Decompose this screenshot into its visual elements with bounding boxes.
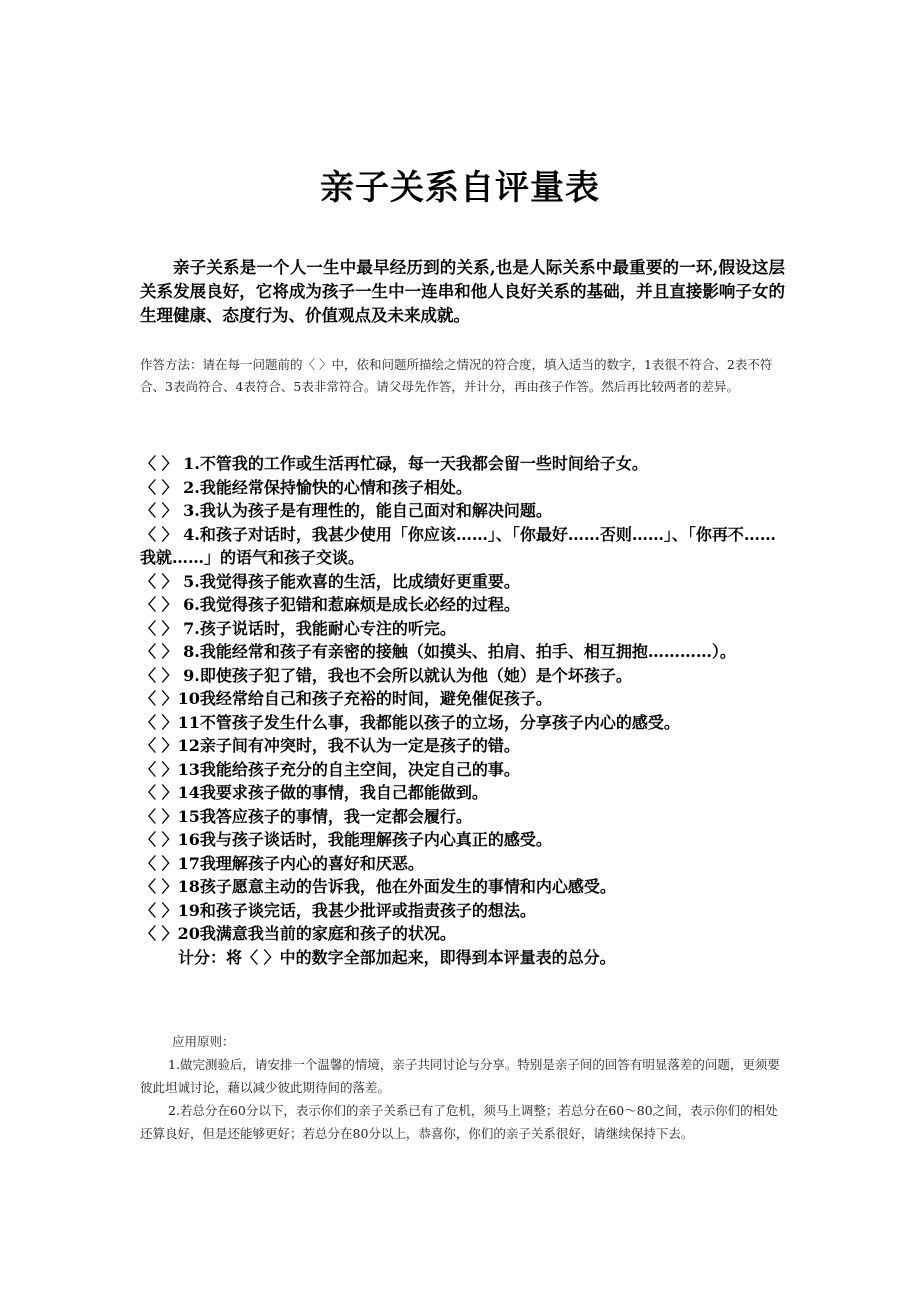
question-item-4 — [140, 523, 785, 570]
question-text: 11不管孩子发生什么事，我都能以孩子的立场，分享孩子内心的感受。 — [177, 712, 680, 732]
question-item-15 — [140, 805, 785, 829]
principles-section — [140, 1030, 785, 1145]
question-item-17 — [140, 852, 785, 876]
question-text: 3.我认为孩子是有理性的，能自己面对和解决问题。 — [177, 501, 552, 520]
question-item-7 — [140, 617, 785, 641]
principles-paragraph-2: 2.若总分在60分以下，表示你们的亲子关系已有了危机，须马上调整；若总分在60～80之间，表示你们的相处还算良好，但是还能够更好；若总分在80分以上，恭喜你，你们的亲子关系很好，请继续保持下去。 — [140, 1103, 778, 1141]
question-item-10 — [140, 687, 785, 711]
answer-bracket[interactable]: 〈 〉 — [140, 736, 178, 755]
question-text: 19和孩子谈完话，我甚少批评或指责孩子的想法。 — [177, 900, 536, 920]
question-text: 9.即使孩子犯了错，我也不会所以就认为他（她）是个坏孩子。 — [177, 665, 632, 685]
answer-bracket[interactable]: 〈 〉 — [140, 900, 178, 920]
question-item-9 — [140, 664, 785, 688]
method-section — [140, 354, 785, 398]
question-item-18 — [140, 875, 785, 899]
question-text: 6.我觉得孩子犯错和惹麻烦是成长必经的过程。 — [177, 595, 520, 614]
question-text: 13我能给孩子充分的自主空间，决定自己的事。 — [177, 759, 520, 779]
answer-bracket[interactable]: 〈 〉 — [140, 877, 178, 896]
question-item-12 — [140, 734, 785, 758]
answer-bracket[interactable]: 〈 〉 — [140, 477, 178, 497]
answer-bracket[interactable]: 〈 〉 — [140, 524, 178, 544]
question-item-8 — [140, 640, 785, 664]
question-text: 15我答应孩子的事情，我一定都会履行。 — [177, 806, 472, 826]
answer-bracket[interactable]: 〈 〉 — [140, 759, 178, 779]
answer-bracket[interactable]: 〈 〉 — [140, 924, 178, 943]
question-item-13 — [140, 758, 785, 782]
question-text: 12亲子间有冲突时，我不认为一定是孩子的错。 — [177, 736, 520, 755]
question-text: 8.我能经常和孩子有亲密的接触（如摸头、拍肩、拍手、相互拥抱…………）。 — [177, 642, 736, 661]
answer-bracket[interactable]: 〈 〉 — [140, 618, 178, 638]
answer-bracket[interactable]: 〈 〉 — [140, 595, 178, 614]
answer-bracket[interactable]: 〈 〉 — [140, 571, 178, 591]
question-text: 10我经常给自己和孩子充裕的时间，避免催促孩子。 — [177, 689, 552, 708]
answer-bracket[interactable]: 〈 〉 — [140, 712, 178, 732]
principles-paragraph-1: 1.做完测验后，请安排一个温馨的情境，亲子共同讨论与分享。特别是亲子间的回答有明显落差的问题，更须要彼此坦诚讨论，藉以减少彼此期待间的落差。 — [140, 1057, 780, 1095]
question-text: 14我要求孩子做的事情，我自己都能做到。 — [177, 783, 488, 802]
answer-bracket[interactable]: 〈 〉 — [140, 665, 178, 685]
question-text: 2.我能经常保持愉快的心情和孩子相处。 — [177, 477, 472, 497]
question-item-14 — [140, 781, 785, 805]
question-text: 17我理解孩子内心的喜好和厌恶。 — [177, 853, 424, 873]
page-title: 亲子关系自评量表 — [320, 168, 600, 208]
answer-bracket[interactable]: 〈 〉 — [140, 806, 178, 826]
question-text: 4.和孩子对话时，我甚少使用「你应该……」、「你最好……否则……」、「你再不……我就……」的语气和孩子交谈。 — [140, 524, 776, 567]
answer-bracket[interactable]: 〈 〉 — [140, 454, 178, 473]
answer-bracket[interactable]: 〈 〉 — [140, 830, 178, 849]
answer-bracket[interactable]: 〈 〉 — [140, 853, 178, 873]
question-item-2 — [140, 476, 785, 500]
intro-paragraph: 亲子关系是一个人一生中最早经历到的关系,也是人际关系中最重要的一环,假设这层关系发展良好，它将成为孩子一生中一连串和他人良好关系的基础，并且直接影响子女的生理健康、态度行为、价值观点及未来成就。 — [140, 258, 785, 325]
question-text: 20我满意我当前的家庭和孩子的状况。 — [177, 924, 456, 943]
answer-bracket[interactable]: 〈 〉 — [140, 783, 178, 802]
question-list — [140, 452, 785, 969]
question-item-1 — [140, 452, 785, 476]
question-item-11 — [140, 711, 785, 735]
question-text: 16我与孩子谈话时，我能理解孩子内心真正的感受。 — [177, 830, 552, 849]
method-paragraph: 作答方法：请在每一问题前的〈 〉中，依和问题所描绘之情况的符合度，填入适当的数字，1表很不符合、2表不符合、3表尚符合、4表符合、5表非常符合。请父母先作答，并计分，再由孩子作答。然后再比较两者的差异。 — [140, 357, 773, 394]
question-item-3 — [140, 499, 785, 523]
scoring-instruction: 计分：将〈 〉中的数字全部加起来，即得到本评量表的总分。 — [178, 947, 616, 967]
question-text: 18孩子愿意主动的告诉我，他在外面发生的事情和内心感受。 — [177, 877, 616, 896]
question-text: 1.不管我的工作或生活再忙碌，每一天我都会留一些时间给子女。 — [177, 454, 648, 473]
question-item-6 — [140, 593, 785, 617]
principles-heading: 应用原则： — [172, 1034, 235, 1049]
answer-bracket[interactable]: 〈 〉 — [140, 642, 178, 661]
question-item-16 — [140, 828, 785, 852]
question-text: 5.我觉得孩子能欢喜的生活，比成绩好更重要。 — [177, 571, 520, 591]
question-item-20 — [140, 922, 785, 946]
answer-bracket[interactable]: 〈 〉 — [140, 689, 178, 708]
answer-bracket[interactable]: 〈 〉 — [140, 501, 178, 520]
question-text: 7.孩子说话时，我能耐心专注的听完。 — [177, 618, 456, 638]
question-item-19 — [140, 899, 785, 923]
intro-section — [140, 256, 785, 328]
question-item-5 — [140, 570, 785, 594]
